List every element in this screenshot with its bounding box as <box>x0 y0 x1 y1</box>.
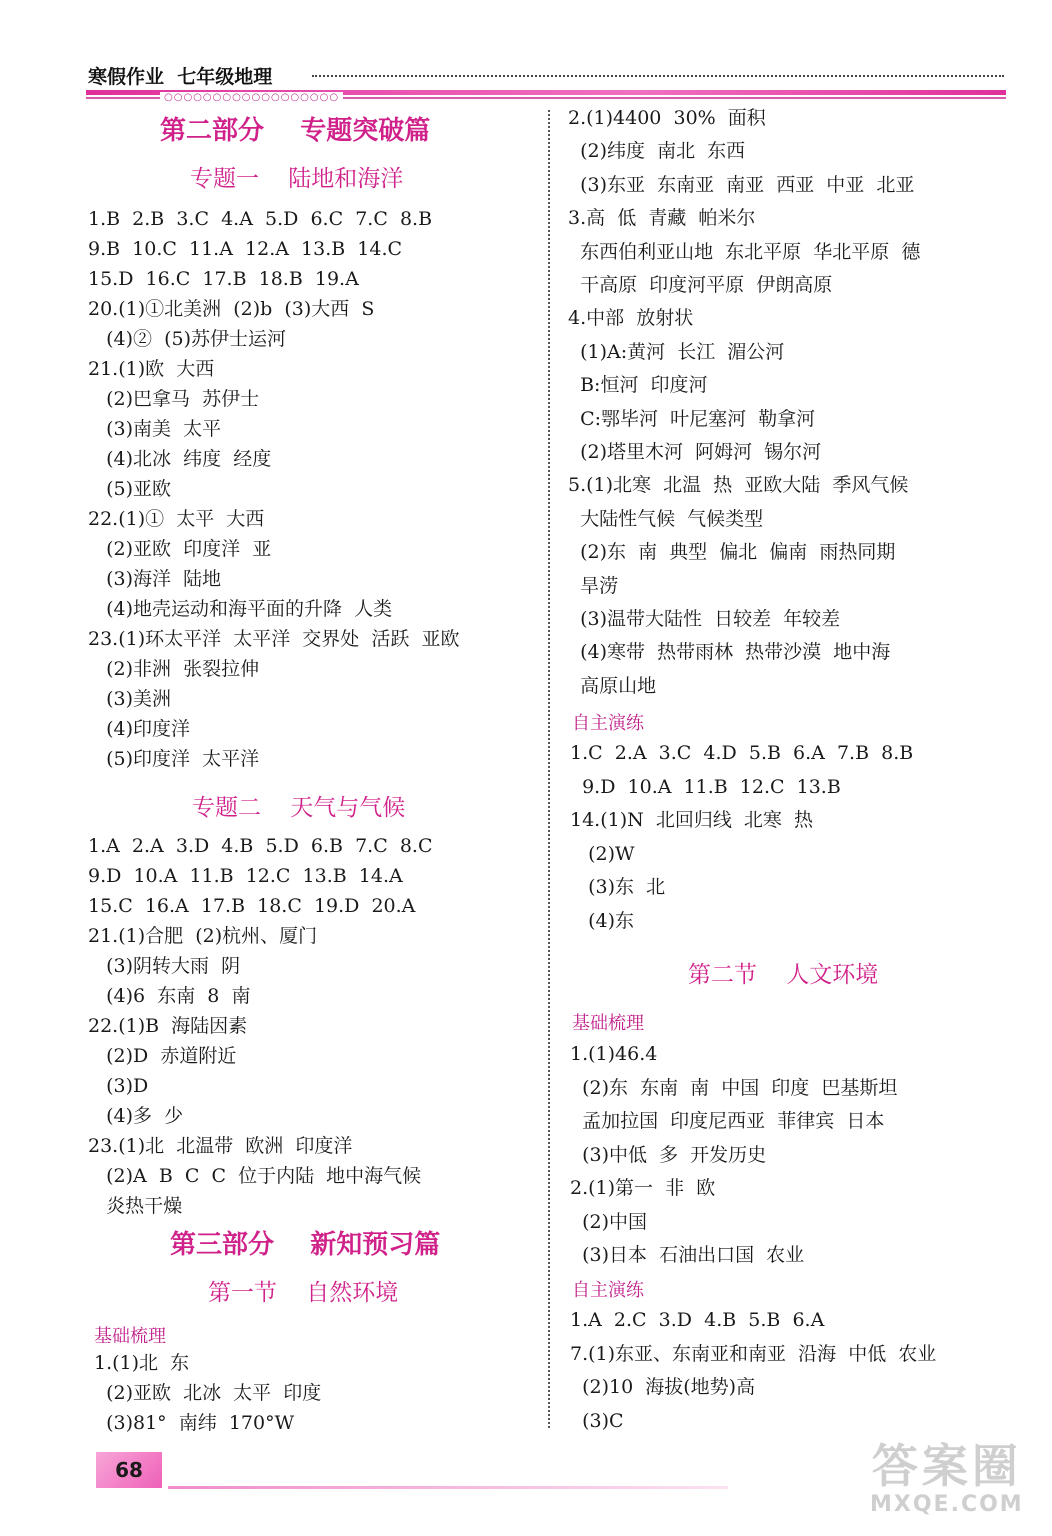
answer-line: 1.(1)北 东 <box>94 1352 190 1374</box>
answer-line: (3)温带大陆性 日较差 年较差 <box>568 608 841 630</box>
answer-line: (3)美洲 <box>88 688 172 710</box>
answer-line: (4)地壳运动和海平面的升降 人类 <box>88 598 393 620</box>
answer-line: 3.高 低 青藏 帕米尔 <box>568 207 756 230</box>
answer-line: (2)巴拿马 苏伊士 <box>88 388 260 410</box>
answer-line: 20.(1)①北美洲 (2)b (3)大西 S <box>88 298 375 320</box>
answer-line: (5)亚欧 <box>88 478 172 500</box>
answer-line: 1.A 2.C 3.D 4.B 5.B 6.A <box>570 1309 825 1331</box>
answer-line: (3)东 北 <box>570 876 666 898</box>
answer-line: (4)② (5)苏伊士运河 <box>88 328 287 350</box>
answer-line: 21.(1)欧 大西 <box>88 358 215 380</box>
answer-line: (4)印度洋 <box>88 718 191 740</box>
answer-line: 5.(1)北寒 北温 热 亚欧大陆 季风气候 <box>568 474 909 497</box>
answer-line: (1)A:黄河 长江 湄公河 <box>568 340 785 363</box>
practice1-title: 自主演练 <box>572 713 644 734</box>
header-dotted-rule <box>312 75 1004 77</box>
answer-line: 4.中部 放射状 <box>568 307 694 330</box>
answer-line: (2)纬度 南北 东西 <box>568 140 746 163</box>
answer-line: 1.(1)46.4 <box>570 1043 658 1065</box>
answer-line: 7.(1)东亚、东南亚和南亚 沿海 中低 农业 <box>570 1342 937 1365</box>
section2-title: 第二节 人文环境 <box>688 962 879 988</box>
answer-line: 炎热干燥 <box>88 1195 183 1217</box>
answer-line: (2)亚欧 北冰 太平 印度 <box>94 1382 322 1404</box>
answer-line: 22.(1)B 海陆因素 <box>88 1015 248 1037</box>
answer-line: 1.A 2.A 3.D 4.B 5.D 6.B 7.C 8.C <box>88 835 433 857</box>
header-beads: ○○○○○○○○○○○○○○○○○○ <box>160 92 343 103</box>
answer-line: 15.D 16.C 17.B 18.B 19.A <box>88 268 359 290</box>
topic1-title: 专题一 陆地和海洋 <box>190 166 404 192</box>
answer-line: (3)中低 多 开发历史 <box>570 1143 767 1166</box>
answer-line: 14.(1)N 北回归线 北寒 热 <box>570 809 813 831</box>
column-divider <box>548 110 550 1428</box>
answer-line: 2.(1)第一 非 欧 <box>570 1177 716 1199</box>
answer-line: (3)D <box>88 1075 149 1097</box>
watermark <box>870 1440 1024 1517</box>
answer-line: 大陆性气候 气候类型 <box>568 507 764 530</box>
answer-line: (5)印度洋 太平洋 <box>88 748 260 770</box>
section2-subtitle: 基础梳理 <box>572 1013 644 1034</box>
answer-line: 21.(1)合肥 (2)杭州、厦门 <box>88 925 318 947</box>
watermark-logo: 答案圈 <box>871 1439 1022 1493</box>
answer-line: (2)D 赤道附近 <box>88 1045 237 1067</box>
answer-line: 干高原 印度河平原 伊朗高原 <box>568 274 833 296</box>
answer-line: 9.D 10.A 11.B 12.C 13.B <box>570 775 841 798</box>
answer-line: (4)北冰 纬度 经度 <box>88 448 272 470</box>
answer-line: 1.B 2.B 3.C 4.A 5.D 6.C 7.C 8.B <box>88 208 433 230</box>
answer-line: (2)10 海拔(地势)高 <box>570 1376 756 1398</box>
footer-rule <box>168 1486 728 1489</box>
answer-line: 9.D 10.A 11.B 12.C 13.B 14.A <box>88 865 403 887</box>
answer-line: 23.(1)环太平洋 太平洋 交界处 活跃 亚欧 <box>88 628 460 650</box>
answer-line: (3)海洋 陆地 <box>88 568 222 590</box>
answer-line: (2)中国 <box>570 1210 647 1233</box>
answer-line: (2)塔里木河 阿姆河 锡尔河 <box>568 441 822 463</box>
answer-line: B:恒河 印度河 <box>568 374 708 397</box>
answer-line: (4)多 少 <box>88 1105 184 1127</box>
watermark-url: MXQE.COM <box>870 1492 1024 1517</box>
answer-line: (3)东亚 东南亚 南亚 西亚 中亚 北亚 <box>568 173 915 196</box>
answer-line: (3)C <box>570 1409 624 1432</box>
answer-line: (3)日本 石油出口国 农业 <box>570 1244 805 1266</box>
answer-line: (4)6 东南 8 南 <box>88 985 251 1007</box>
part3-title: 第三部分 新知预习篇 <box>170 1230 441 1260</box>
answer-line: (2)W <box>570 842 635 865</box>
answer-line: (2)亚欧 印度洋 亚 <box>88 538 272 560</box>
answer-line: 15.C 16.A 17.B 18.C 19.D 20.A <box>88 895 416 917</box>
answer-line: 9.B 10.C 11.A 12.A 13.B 14.C <box>88 238 403 260</box>
answer-line: 旱涝 <box>568 574 619 597</box>
practice2-title: 自主演练 <box>572 1280 644 1301</box>
answer-line: 东西伯利亚山地 东北平原 华北平原 德 <box>568 240 921 263</box>
answer-line: 孟加拉国 印度尼西亚 菲律宾 日本 <box>570 1110 885 1132</box>
answer-line: (3)南美 太平 <box>88 418 222 440</box>
answer-line: (2)东 南 典型 偏北 偏南 雨热同期 <box>568 541 896 564</box>
answer-line: (4)寒带 热带雨林 热带沙漠 地中海 <box>568 641 891 664</box>
answer-line: (2)A B C C 位于内陆 地中海气候 <box>88 1165 422 1187</box>
answer-line: (2)非洲 张裂拉伸 <box>88 658 260 680</box>
section1-title: 第一节 自然环境 <box>208 1280 399 1306</box>
answer-line: (4)东 <box>570 909 635 932</box>
answer-line: (3)81° 南纬 170°W <box>94 1412 295 1434</box>
part2-title: 第二部分 专题突破篇 <box>160 116 431 146</box>
answer-line: 1.C 2.A 3.C 4.D 5.B 6.A 7.B 8.B <box>570 742 914 764</box>
answer-line: (3)阴转大雨 阴 <box>88 955 241 977</box>
answer-line: (2)东 东南 南 中国 印度 巴基斯坦 <box>570 1076 898 1099</box>
section1-subtitle: 基础梳理 <box>94 1326 166 1347</box>
answer-line: C:鄂毕河 叶尼塞河 勒拿河 <box>568 407 816 430</box>
answer-line: 23.(1)北 北温带 欧洲 印度洋 <box>88 1135 353 1157</box>
answer-line: 2.(1)4400 30% 面积 <box>568 107 766 129</box>
page-number: 68 <box>96 1452 162 1488</box>
answer-line: 高原山地 <box>568 674 657 697</box>
topic2-title: 专题二 天气与气候 <box>192 795 406 821</box>
header-title: 寒假作业 七年级地理 <box>88 66 273 88</box>
answer-line: 22.(1)① 太平 大西 <box>88 508 265 530</box>
